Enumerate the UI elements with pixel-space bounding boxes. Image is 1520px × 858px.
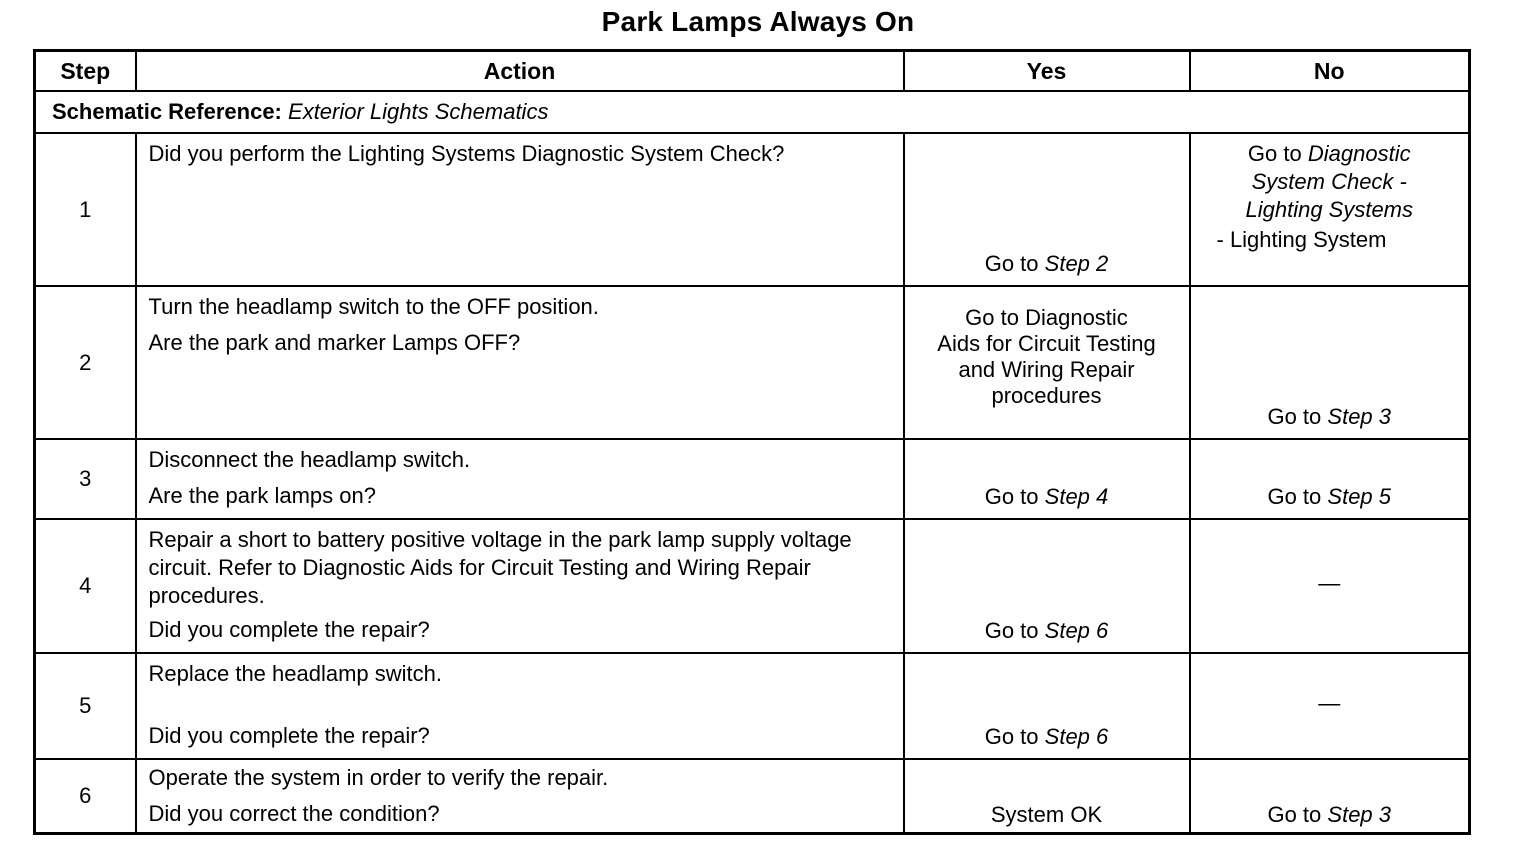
action-cell [136, 286, 904, 439]
action-cell [136, 439, 904, 519]
step-number: 1 [35, 133, 136, 286]
step-link[interactable]: Step 6 [1044, 724, 1109, 749]
schematic-reference-link[interactable]: Exterior Lights Schematics [288, 99, 549, 124]
header-no: No [1190, 51, 1470, 92]
no-cell [1190, 439, 1470, 519]
action-question: Did you complete the repair? [148, 617, 430, 642]
yes-cell [904, 286, 1190, 439]
yes-cell [904, 519, 1190, 653]
action-question: Did you complete the repair? [148, 723, 430, 748]
action-text: Repair a short to battery positive voltage in the park lamp supply voltage circuit. Refer to Diagnostic Aids for Circuit Testing and Wiring Repair procedures. [148, 527, 852, 608]
yes-cell [904, 653, 1190, 759]
no-cell [1190, 759, 1470, 834]
step-number: 3 [35, 439, 136, 519]
yes-action: Go to Step 6 [984, 618, 1109, 643]
action-text: Replace the headlamp switch. [148, 661, 442, 686]
no-action-dash: — [1318, 570, 1341, 596]
action-question: Did you correct the condition? [148, 801, 440, 826]
step-link[interactable]: Step 3 [1327, 404, 1392, 429]
no-action: Go to Diagnostic System Check - Lighting Systems [1245, 141, 1414, 222]
header-step: Step [35, 51, 136, 92]
yes-cell [904, 439, 1190, 519]
step-link[interactable]: Step 3 [1327, 802, 1392, 827]
no-action: Go to Step 5 [1267, 484, 1392, 509]
step-link[interactable]: Step 4 [1044, 484, 1109, 509]
yes-cell [904, 133, 1190, 286]
header-yes: Yes [904, 51, 1190, 92]
yes-action: Go to Step 6 [984, 724, 1109, 749]
schematic-reference-row [35, 91, 1470, 133]
no-action: Go to Step 3 [1267, 802, 1392, 827]
action-cell [136, 653, 904, 759]
table-row [35, 653, 1470, 759]
yes-action[interactable]: Go to Diagnostic Aids for Circuit Testing and Wiring Repair procedures [937, 305, 1156, 408]
table-row [35, 133, 1470, 286]
page-title: Park Lamps Always On [601, 6, 915, 37]
action-text: Did you perform the Lighting Systems Diagnostic System Check? [148, 141, 785, 166]
action-cell [136, 133, 904, 286]
table-row [35, 759, 1470, 834]
system-ok: System OK [990, 802, 1103, 827]
action-text: Operate the system in order to verify the repair. [148, 765, 609, 790]
step-number: 5 [35, 653, 136, 759]
action-text: Disconnect the headlamp switch. [148, 447, 471, 472]
step-number: 6 [35, 759, 136, 834]
header-action: Action [136, 51, 904, 92]
action-cell [136, 519, 904, 653]
diagnostic-link[interactable]: Diagnostic [1307, 141, 1411, 166]
no-extra: - Lighting System [1216, 227, 1387, 252]
step-link[interactable]: Step 2 [1044, 251, 1109, 276]
yes-cell [904, 759, 1190, 834]
step-link[interactable]: Step 6 [1044, 618, 1109, 643]
action-cell [136, 759, 904, 834]
schematic-reference [35, 91, 1470, 133]
diagnostic-link[interactable]: Lighting Systems [1245, 197, 1414, 222]
no-cell [1190, 133, 1470, 286]
step-link[interactable]: Step 5 [1327, 484, 1392, 509]
schematic-reference-label: Schematic Reference: [52, 99, 282, 124]
diagnostic-link[interactable]: System Check - [1251, 169, 1407, 194]
no-cell [1190, 653, 1470, 759]
no-action-dash: — [1318, 690, 1341, 716]
step-number: 4 [35, 519, 136, 653]
no-action: Go to Step 3 [1267, 404, 1392, 429]
action-question: Are the park and marker Lamps OFF? [148, 330, 521, 355]
no-cell [1190, 286, 1470, 439]
table-row [35, 439, 1470, 519]
table-row [35, 286, 1470, 439]
step-number: 2 [35, 286, 136, 439]
yes-action: Go to Step 2 [984, 251, 1109, 276]
table-row [35, 519, 1470, 653]
no-cell [1190, 519, 1470, 653]
header-row [35, 51, 1470, 92]
action-text: Turn the headlamp switch to the OFF position. [148, 294, 599, 319]
yes-action: Go to Step 4 [984, 484, 1109, 509]
action-question: Are the park lamps on? [148, 483, 376, 508]
diagnostic-table [33, 49, 1471, 835]
